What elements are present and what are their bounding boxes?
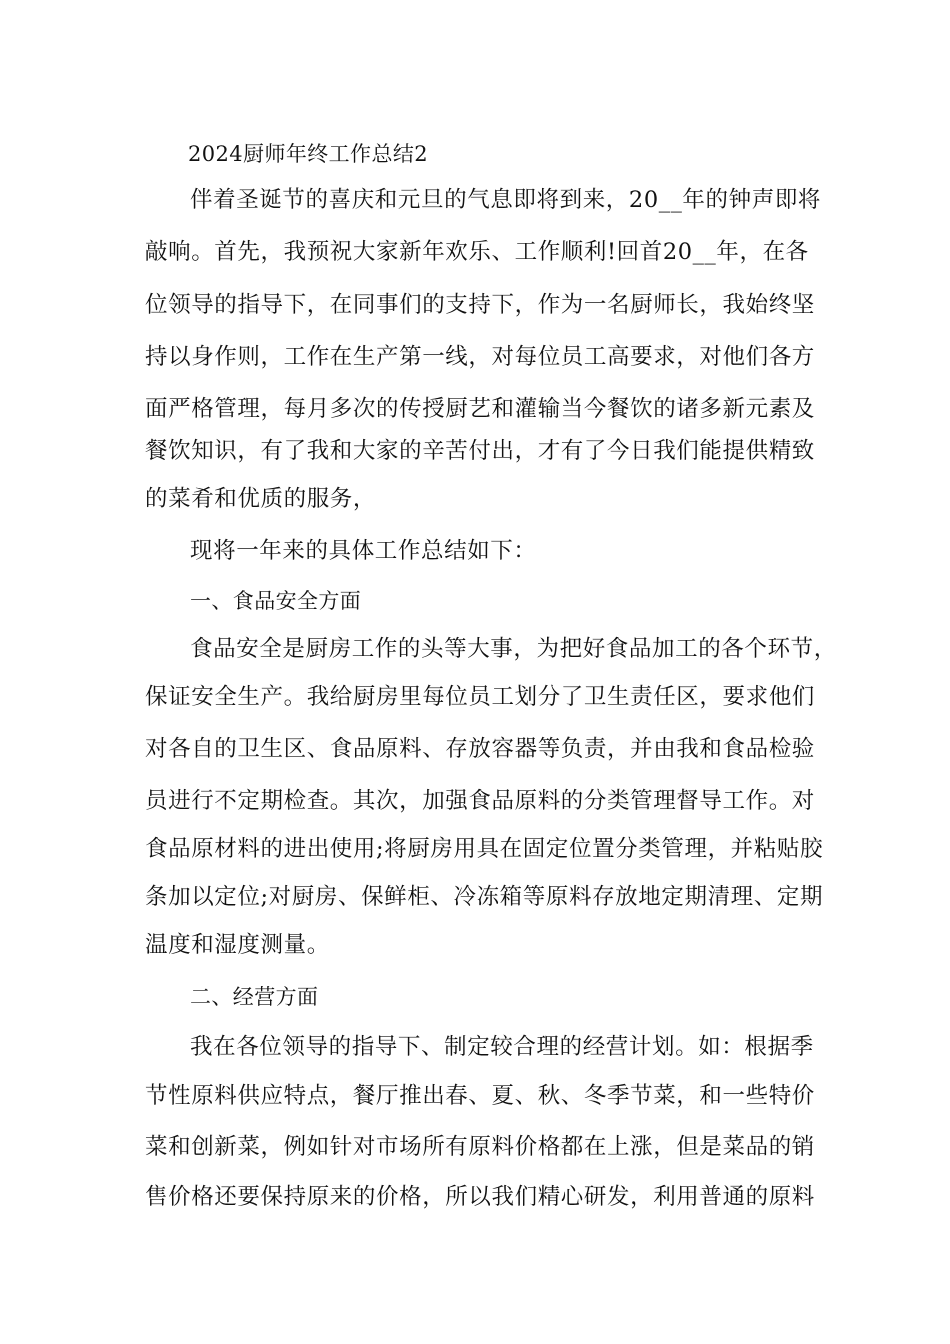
- section-heading: 一、食品安全方面: [190, 589, 362, 613]
- paragraph-line: 售价格还要保持原来的价格，所以我们精心研发，利用普通的原料: [145, 1184, 815, 1210]
- paragraph-line: 员进行不定期检查。其次，加强食品原料的分类管理督导工作。对: [145, 788, 815, 814]
- summary-intro: 现将一年来的具体工作总结如下：: [190, 538, 537, 564]
- paragraph-line: 保证安全生产。我给厨房里每位员工划分了卫生责任区，要求他们: [145, 684, 815, 710]
- paragraph-line: 菜和创新菜，例如针对市场所有原料价格都在上涨，但是菜品的销: [145, 1134, 815, 1160]
- paragraph-line: 我在各位领导的指导下、制定较合理的经营计划。如：根据季: [190, 1034, 814, 1060]
- document-title: 2024厨师年终工作总结2: [188, 142, 429, 166]
- paragraph-line: 餐饮知识，有了我和大家的辛苦付出，才有了今日我们能提供精致: [145, 438, 815, 464]
- paragraph-line: 条加以定位;对厨房、保鲜柜、冷冻箱等原料存放地定期清理、定期: [145, 884, 824, 910]
- paragraph-line: 节性原料供应特点，餐厅推出春、夏、秋、冬季节菜，和一些特价: [145, 1083, 815, 1109]
- paragraph-line: 食品安全是厨房工作的头等大事，为把好食品加工的各个环节，: [190, 636, 837, 662]
- paragraph-line: 面严格管理，每月多次的传授厨艺和灌输当今餐饮的诸多新元素及: [145, 396, 815, 422]
- paragraph-line: 伴着圣诞节的喜庆和元旦的气息即将到来，20__年的钟声即将: [190, 187, 822, 213]
- paragraph-line: 敲响。首先，我预祝大家新年欢乐、工作顺利!回首20__年，在各: [145, 239, 809, 265]
- section-heading: 二、经营方面: [190, 985, 319, 1009]
- paragraph-line: 对各自的卫生区、食品原料、存放容器等负责，并由我和食品检验: [145, 736, 815, 762]
- paragraph-line: 位领导的指导下，在同事们的支持下，作为一名厨师长，我始终坚: [145, 292, 815, 318]
- paragraph-line: 食品原材料的进出使用;将厨房用具在固定位置分类管理，并粘贴胶: [145, 836, 824, 862]
- paragraph-line: 持以身作则，工作在生产第一线，对每位员工高要求，对他们各方: [145, 344, 815, 370]
- paragraph-line: 温度和湿度测量。: [145, 932, 330, 958]
- paragraph-line: 的菜肴和优质的服务，: [145, 486, 377, 512]
